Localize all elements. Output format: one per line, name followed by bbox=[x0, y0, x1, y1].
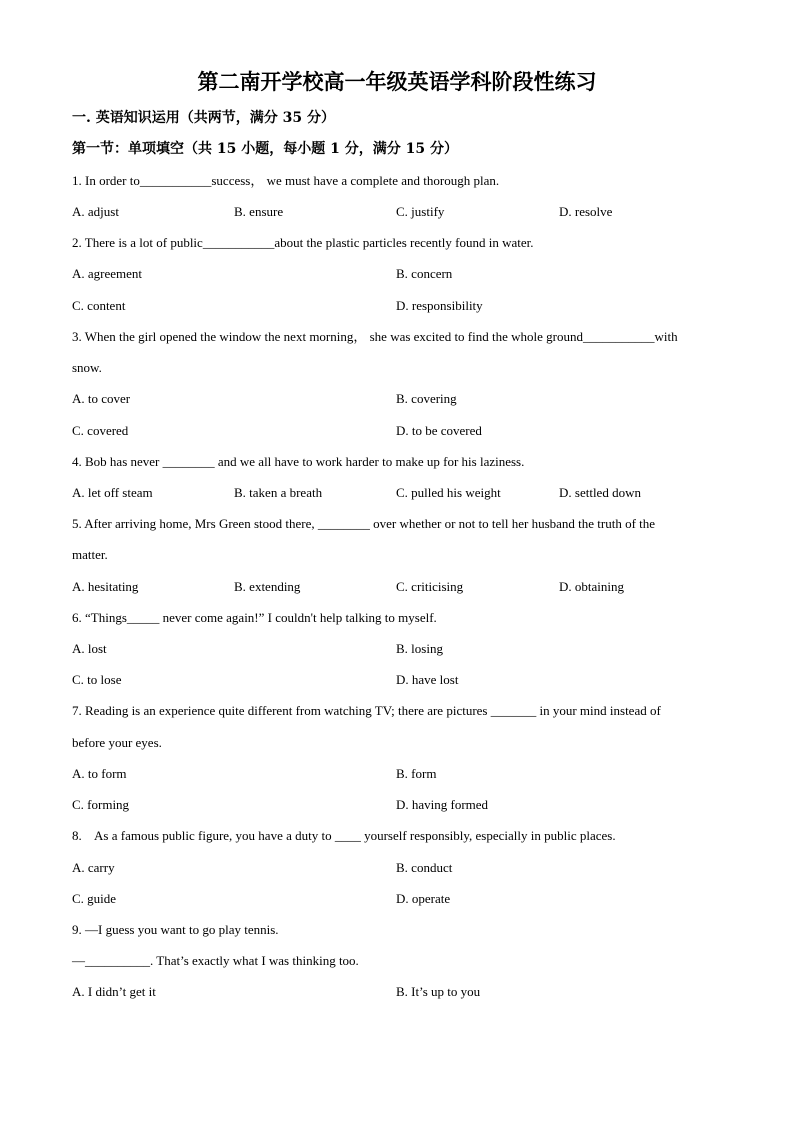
page-title: 第二南开学校高一年级英语学科阶段性练习 bbox=[197, 69, 597, 94]
option-c: C. forming bbox=[72, 797, 130, 812]
option-a: A. agreement bbox=[72, 266, 143, 281]
question-stem-continued: matter. bbox=[72, 547, 108, 562]
option-a: A. let off steam bbox=[72, 485, 153, 500]
section-heading: 一. 英语知识运用（共两节，满分 35 分） bbox=[72, 110, 335, 126]
option-d: D. settled down bbox=[559, 485, 641, 500]
option-c: C. content bbox=[72, 298, 126, 313]
option-d: D. have lost bbox=[396, 672, 459, 687]
option-b: B. losing bbox=[396, 641, 443, 656]
option-a: A. to form bbox=[72, 766, 127, 781]
question-stem: 8. As a famous public figure, you have a duty to ____ yourself responsibly, especially in public places. bbox=[72, 828, 616, 843]
option-a: A. carry bbox=[72, 860, 115, 875]
option-b: B. conduct bbox=[396, 860, 453, 875]
question-stem: 9. —I guess you want to go play tennis. bbox=[72, 922, 279, 937]
option-c: C. pulled his weight bbox=[396, 485, 501, 500]
question-stem: 3. When the girl opened the window the next morning， she was excited to find the whole ground___________with bbox=[72, 329, 678, 344]
option-b: B. It’s up to you bbox=[396, 984, 481, 999]
option-d: D. resolve bbox=[559, 204, 613, 219]
option-d: D. operate bbox=[396, 891, 451, 906]
option-d: D. responsibility bbox=[396, 298, 483, 313]
option-b: B. covering bbox=[396, 391, 457, 406]
option-c: C. criticising bbox=[396, 579, 464, 594]
option-a: A. lost bbox=[72, 641, 107, 656]
question-stem: 5. After arriving home, Mrs Green stood there, ________ over whether or not to tell her husband the truth of the bbox=[72, 516, 656, 531]
question-stem: 1. In order to___________success， we must have a complete and thorough plan. bbox=[72, 173, 500, 188]
question-stem: 7. Reading is an experience quite different from watching TV; there are pictures _______ in your mind instead of bbox=[72, 703, 661, 718]
option-c: C. covered bbox=[72, 423, 129, 438]
option-b: B. concern bbox=[396, 266, 453, 281]
option-b: B. ensure bbox=[234, 204, 284, 219]
option-a: A. adjust bbox=[72, 204, 119, 219]
option-d: D. obtaining bbox=[559, 579, 624, 594]
question-stem-continued: before your eyes. bbox=[72, 735, 162, 750]
subsection-heading: 第一节：单项填空（共 15 小题，每小题 1 分，满分 15 分） bbox=[72, 141, 458, 157]
option-a: A. I didn’t get it bbox=[72, 984, 156, 999]
option-b: B. taken a breath bbox=[234, 485, 323, 500]
option-d: D. having formed bbox=[396, 797, 489, 812]
question-stem: 6. “Things_____ never come again!” I couldn't help talking to myself. bbox=[72, 610, 437, 625]
option-c: C. guide bbox=[72, 891, 117, 906]
option-c: C. to lose bbox=[72, 672, 122, 687]
option-a: A. to cover bbox=[72, 391, 131, 406]
option-c: C. justify bbox=[396, 204, 445, 219]
option-b: B. form bbox=[396, 766, 437, 781]
question-stem: 2. There is a lot of public___________about the plastic particles recently found in water. bbox=[72, 235, 534, 250]
dialogue-reply: —__________. That’s exactly what I was thinking too. bbox=[72, 953, 359, 968]
option-d: D. to be covered bbox=[396, 423, 482, 438]
question-stem-continued: snow. bbox=[72, 360, 102, 375]
option-b: B. extending bbox=[234, 579, 301, 594]
option-a: A. hesitating bbox=[72, 579, 139, 594]
question-stem: 4. Bob has never ________ and we all have to work harder to make up for his laziness. bbox=[72, 454, 525, 469]
